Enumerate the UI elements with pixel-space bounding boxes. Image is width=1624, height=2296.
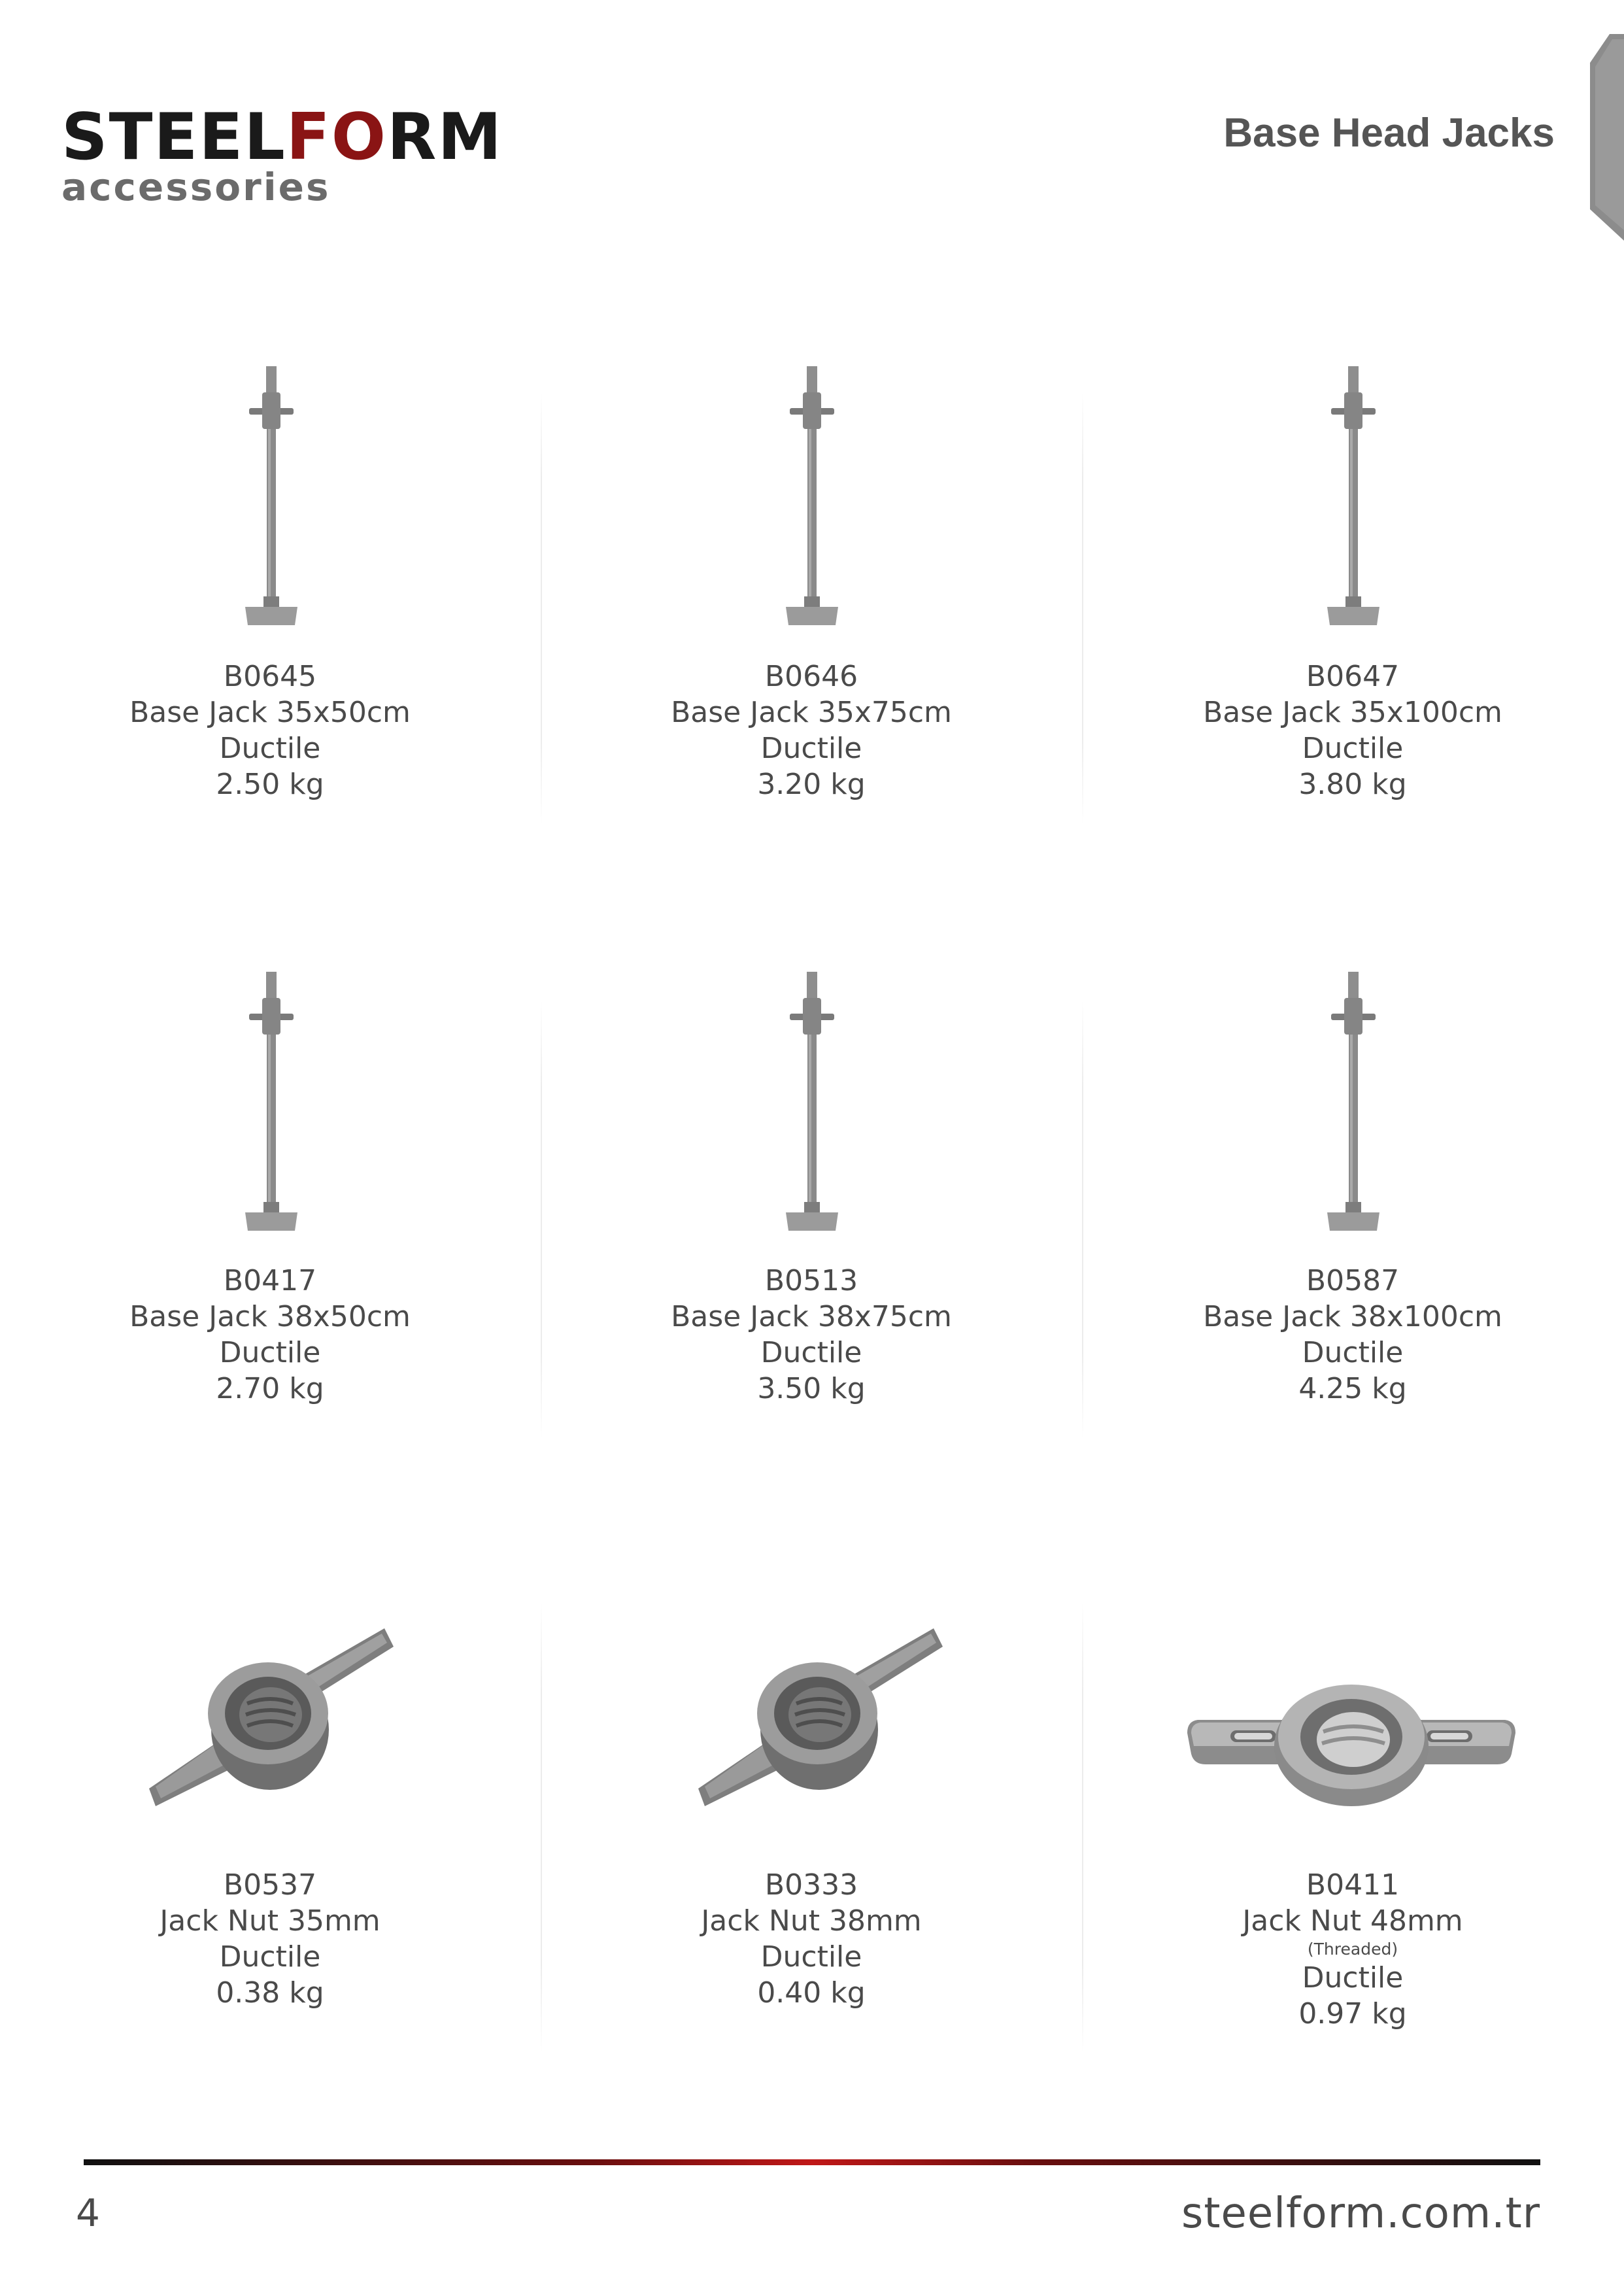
product-material: Ductile (760, 732, 862, 765)
product-weight: 3.50 kg (757, 1372, 866, 1405)
flat-jack-nut-icon (1185, 1681, 1518, 1811)
product-material: Ductile (760, 1336, 862, 1369)
product-code: B0537 (223, 1868, 317, 1902)
page-title: Base Head Jacks (1223, 111, 1555, 156)
product-name: Jack Nut 38mm (701, 1904, 922, 1938)
product-weight: 3.80 kg (1298, 768, 1407, 801)
product-caption (1083, 659, 1623, 802)
product-material: Ductile (219, 1336, 321, 1369)
product-name: Base Jack 38x50cm (129, 1300, 411, 1333)
base-jack-icon (1319, 366, 1387, 628)
product-code: B0513 (764, 1264, 858, 1297)
product-material: Ductile (1302, 1336, 1404, 1369)
product-name: Base Jack 38x75cm (671, 1300, 952, 1333)
product-code: B0646 (764, 660, 858, 693)
product-caption (1083, 1263, 1623, 1407)
wing-nut-icon (143, 1615, 398, 1811)
logo-wordmark: STEELFORM (61, 100, 503, 175)
product-weight: 2.50 kg (216, 768, 324, 801)
product-name: Base Jack 35x50cm (129, 696, 411, 729)
base-jack-icon (237, 972, 305, 1233)
product-name: Jack Nut 35mm (160, 1904, 381, 1938)
product-caption (541, 1263, 1081, 1407)
product-weight: 4.25 kg (1298, 1372, 1407, 1405)
product-material: Ductile (1302, 732, 1404, 765)
wing-nut-icon (692, 1615, 947, 1811)
product-weight: 2.70 kg (216, 1372, 324, 1405)
product-material: Ductile (760, 1940, 862, 1974)
product-name: Base Jack 38x100cm (1203, 1300, 1502, 1333)
product-code: B0647 (1306, 660, 1400, 693)
product-code: B0587 (1306, 1264, 1400, 1297)
product-name: Base Jack 35x75cm (671, 696, 952, 729)
logo-subtitle: accessories (61, 165, 331, 209)
product-code: B0333 (764, 1868, 858, 1902)
website-link[interactable]: steelform.com.tr (1181, 2189, 1540, 2238)
page-number: 4 (76, 2191, 100, 2235)
base-jack-icon (237, 366, 305, 628)
product-caption (1083, 1867, 1623, 2032)
product-name: Base Jack 35x100cm (1203, 696, 1502, 729)
product-caption (0, 659, 540, 802)
footer-divider (84, 2159, 1540, 2165)
product-material: Ductile (219, 1940, 321, 1974)
product-caption (541, 659, 1081, 802)
product-caption (0, 1263, 540, 1407)
base-jack-icon (778, 972, 846, 1233)
base-jack-icon (1319, 972, 1387, 1233)
product-code: B0417 (223, 1264, 317, 1297)
product-note: (Threaded) (1307, 1940, 1398, 1959)
product-code: B0411 (1306, 1868, 1400, 1902)
base-jack-icon (778, 366, 846, 628)
product-material: Ductile (1302, 1961, 1404, 1995)
product-weight: 3.20 kg (757, 768, 866, 801)
product-caption (541, 1867, 1081, 2011)
product-material: Ductile (219, 732, 321, 765)
product-weight: 0.97 kg (1298, 1997, 1407, 2030)
product-caption (0, 1867, 540, 2011)
product-code: B0645 (223, 660, 317, 693)
product-weight: 0.40 kg (757, 1976, 866, 2010)
product-weight: 0.38 kg (216, 1976, 324, 2010)
product-name: Jack Nut 48mm (1242, 1904, 1463, 1938)
